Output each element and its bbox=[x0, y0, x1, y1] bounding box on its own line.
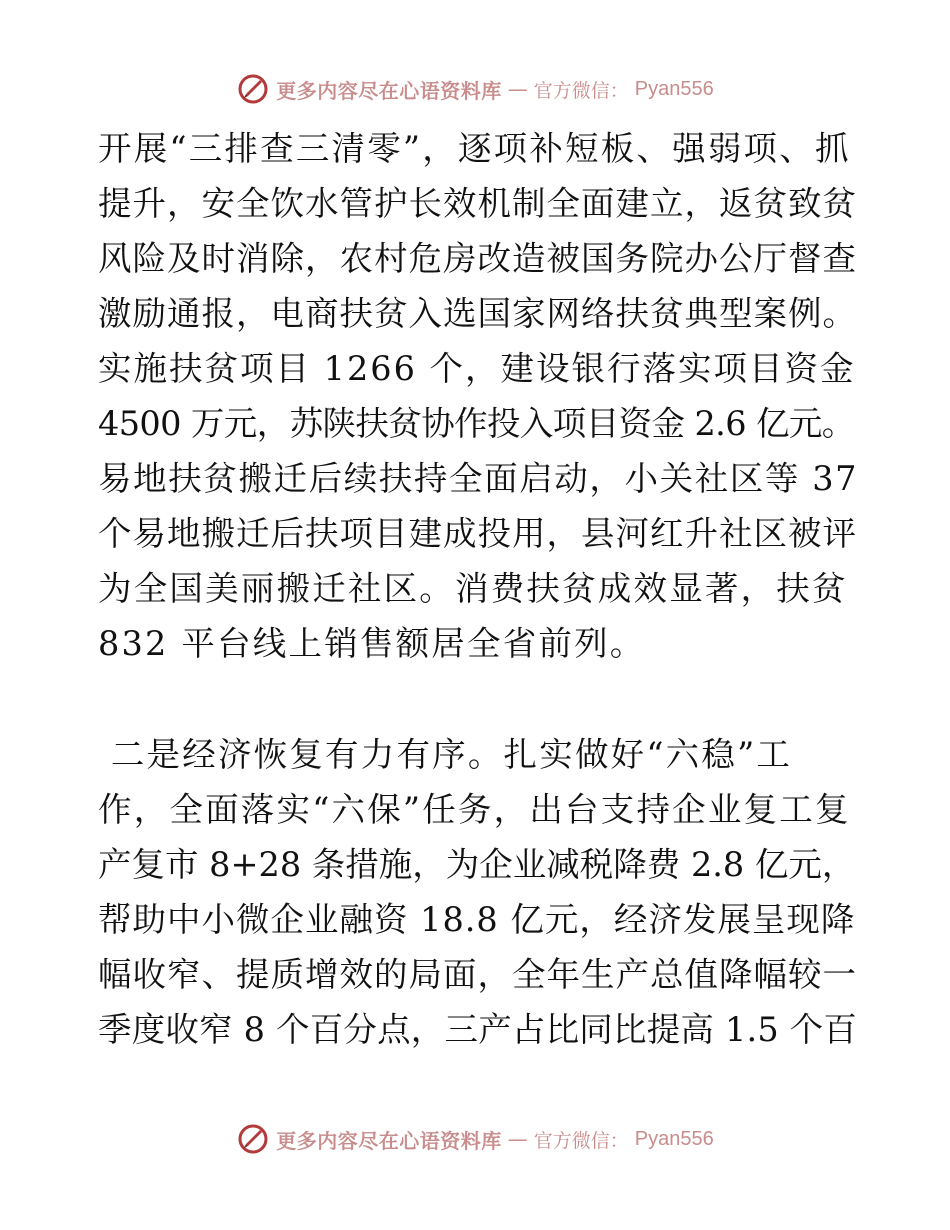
watermark-separator: — bbox=[507, 77, 528, 101]
paragraph-economic-recovery bbox=[98, 727, 858, 1057]
watermark-wechat-id: Pyan556 bbox=[634, 77, 714, 100]
footer-watermark bbox=[0, 1122, 950, 1156]
watermark-separator: — bbox=[507, 1127, 528, 1151]
text-line: 4500 万元，苏陕扶贫协作投入项目资金 2.6 亿元。 bbox=[98, 404, 855, 443]
text-line: 作，全面落实“六保”任务，出台支持企业复工复 bbox=[98, 790, 851, 829]
watermark-main-text: 更多内容尽在心语资料库 bbox=[276, 78, 502, 103]
text-line: 产复市 8+28 条措施，为企业减税降费 2.8 亿元， bbox=[98, 845, 856, 884]
watermark-logo-icon bbox=[236, 72, 270, 106]
text-line: 幅收窄、提质增效的局面，全年生产总值降幅较一 bbox=[98, 955, 857, 994]
text-line: 帮助中小微企业融资 18.8 亿元，经济发展呈现降 bbox=[98, 900, 856, 939]
watermark-wechat-id: Pyan556 bbox=[634, 1127, 714, 1150]
text-line: 易地扶贫搬迁后续扶持全面启动，小关社区等 37 bbox=[98, 459, 859, 498]
paragraph-poverty-alleviation bbox=[98, 121, 858, 671]
watermark-logo-icon bbox=[236, 1122, 270, 1156]
watermark-official-label: 官方微信： bbox=[533, 1129, 629, 1152]
text-line: 风险及时消除，农村危房改造被国务院办公厅督查 bbox=[98, 239, 857, 278]
text-line: 实施扶贫项目 1266 个，建设银行落实项目资金 bbox=[98, 349, 856, 388]
text-line: 为全国美丽搬迁社区。消费扶贫成效显著，扶贫 bbox=[98, 569, 848, 608]
watermark-main-text: 更多内容尽在心语资料库 bbox=[276, 1128, 502, 1153]
text-line: 激励通报，电商扶贫入选国家网络扶贫典型案例。 bbox=[98, 294, 857, 333]
text-line: 个易地搬迁后扶项目建成投用，县河红升社区被评 bbox=[98, 514, 857, 553]
header-watermark bbox=[0, 72, 950, 106]
text-line: 季度收窄 8 个百分点，三产占比同比提高 1.5 个百 bbox=[98, 1010, 858, 1049]
watermark-official-label: 官方微信： bbox=[533, 79, 629, 102]
text-line: 832 平台线上销售额居全省前列。 bbox=[98, 624, 646, 663]
text-line: 提升，安全饮水管护长效机制全面建立，返贫致贫 bbox=[98, 184, 857, 223]
text-line: 开展“三排查三清零”，逐项补短板、强弱项、抓 bbox=[98, 129, 851, 168]
text-line: 二是经济恢复有力有序。扎实做好“六稳”工 bbox=[98, 735, 793, 774]
